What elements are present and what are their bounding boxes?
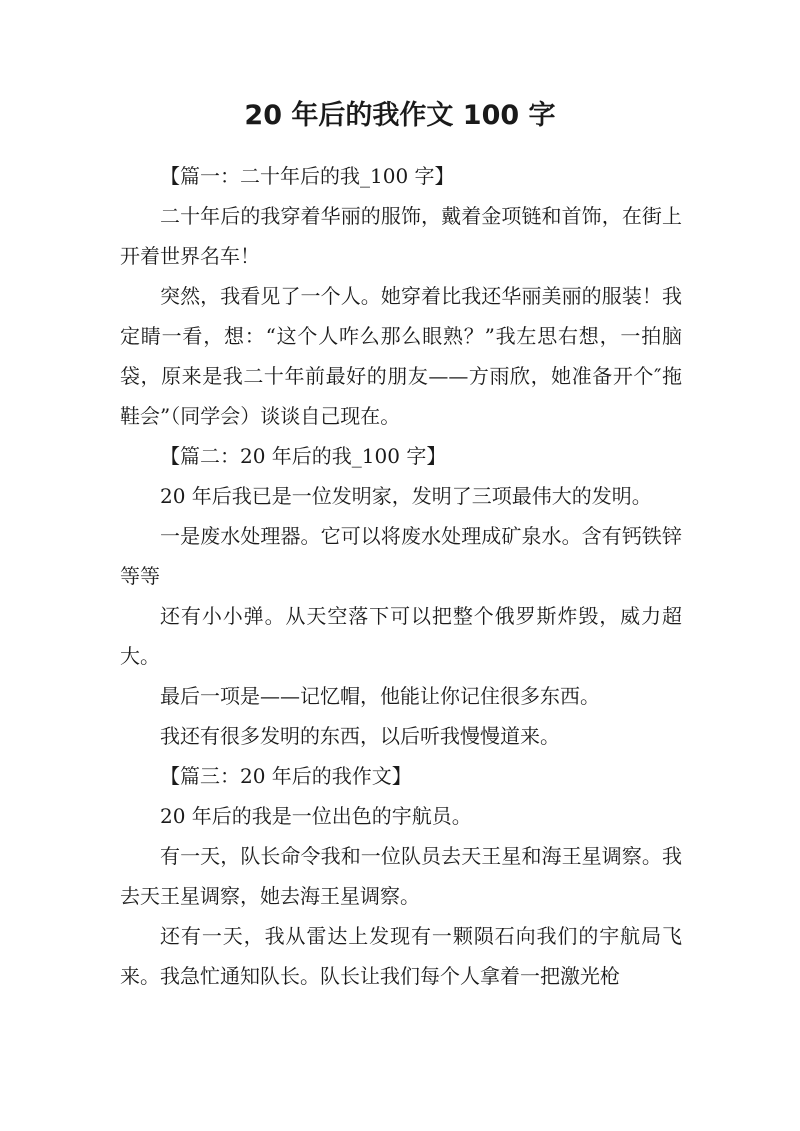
- paragraph: 还有小小弹。从天空落下可以把整个俄罗斯炸毁，威力超大。: [120, 604, 682, 668]
- section-heading-3: 【篇三：20 年后的我作文】: [160, 764, 412, 788]
- section-heading-2: 【篇二：20 年后的我_100 字】: [160, 444, 447, 468]
- paragraph: 一是废水处理器。它可以将废水处理成矿泉水。含有钙铁锌等等: [120, 524, 682, 588]
- paragraph: 最后一项是——记忆帽，他能让你记住很多东西。: [160, 684, 600, 708]
- paragraph: 我还有很多发明的东西，以后听我慢慢道来。: [160, 724, 560, 748]
- document-body: [120, 156, 682, 996]
- paragraph: 20 年后我已是一位发明家，发明了三项最伟大的发明。: [160, 484, 652, 508]
- paragraph: 有一天，队长命令我和一位队员去天王星和海王星调察。我去天王星调察，她去海王星调察。: [120, 844, 682, 908]
- section-heading-1: 【篇一：二十年后的我_100 字】: [160, 164, 455, 188]
- paragraph: 突然，我看见了一个人。她穿着比我还华丽美丽的服装！我定睛一看，想：“这个人咋么那么眼熟？”我左思右想，一拍脑袋，原来是我二十年前最好的朋友——方雨欣，她准备开个″拖鞋会”（同学会）谈谈自己现在。: [120, 284, 682, 428]
- paragraph: 二十年后的我穿着华丽的服饰，戴着金项链和首饰，在街上开着世界名车！: [120, 204, 682, 268]
- paragraph: 还有一天，我从雷达上发现有一颗陨石向我们的宇航局飞来。我急忙通知队长。队长让我们每个人拿着一把激光枪: [120, 924, 682, 988]
- paragraph: 20 年后的我是一位出色的宇航员。: [160, 804, 472, 828]
- document-title: 20 年后的我作文 100 字: [244, 100, 556, 131]
